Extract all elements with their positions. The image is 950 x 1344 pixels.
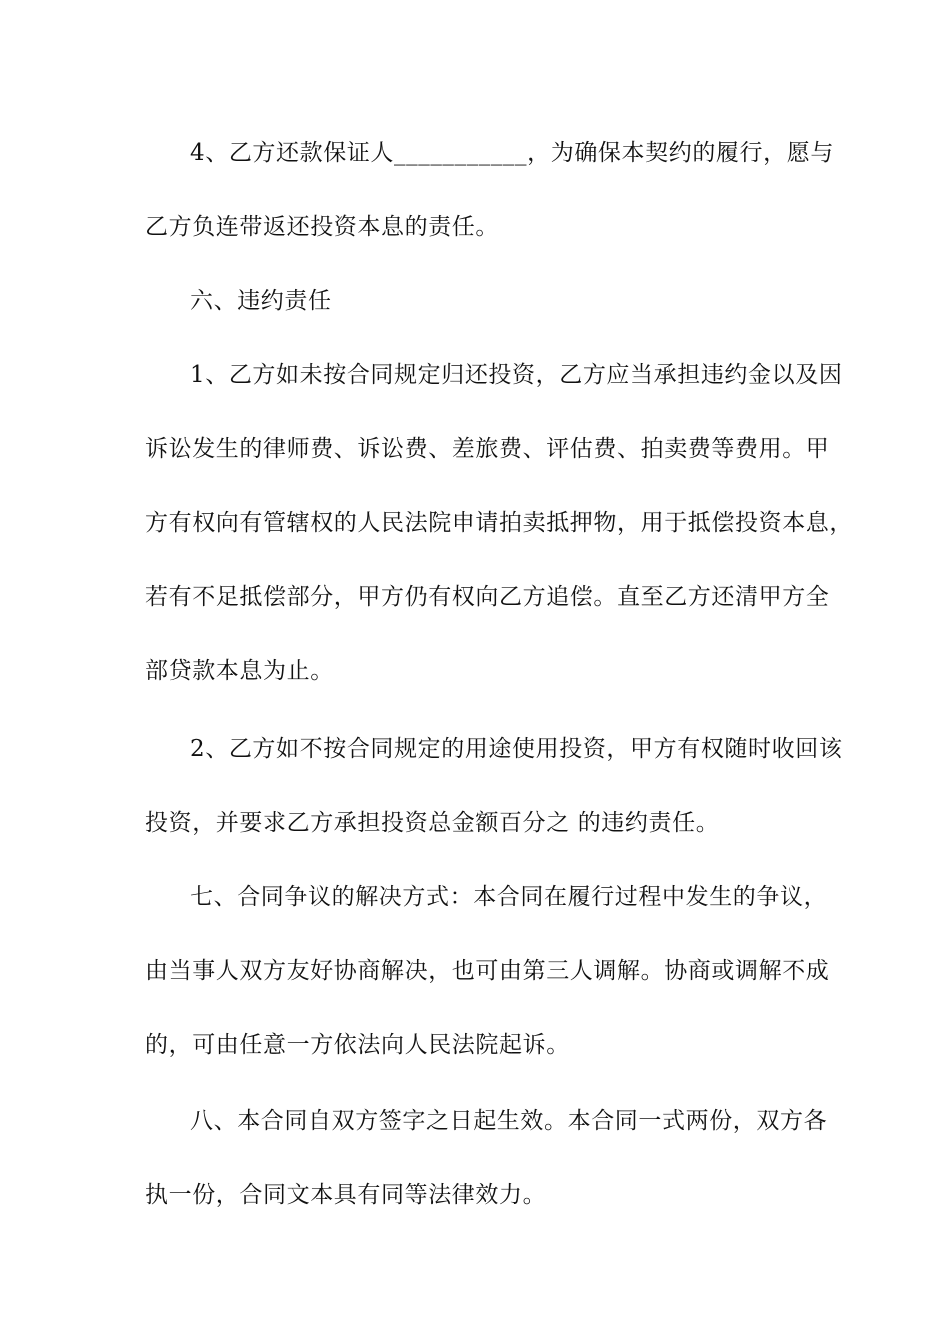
clause-6-1-line-2: 诉讼发生的律师费、诉讼费、差旅费、评估费、拍卖费等费用。甲 <box>145 436 830 462</box>
clause-6-1-line-1: 1、乙方如未按合同规定归还投资，乙方应当承担违约金以及因 <box>190 362 843 388</box>
clause-4-line-1: 4、乙方还款保证人___________，为确保本契约的履行，愿与 <box>190 140 834 166</box>
clause-6-1-line-3: 方有权向有管辖权的人民法院申请拍卖抵押物，用于抵偿投资本息， <box>145 510 853 536</box>
clause-6-2-line-1: 2、乙方如不按合同规定的用途使用投资，甲方有权随时收回该 <box>190 736 843 762</box>
clause-4-line-2: 乙方负连带返还投资本息的责任。 <box>145 214 499 240</box>
section-8-line-2: 执一份，合同文本具有同等法律效力。 <box>145 1182 547 1208</box>
section-7-line-3: 的，可由任意一方依法向人民法院起诉。 <box>145 1032 570 1058</box>
section-8-line-1: 八、本合同自双方签字之日起生效。本合同一式两份，双方各 <box>190 1108 828 1134</box>
clause-6-2-line-2: 投资，并要求乙方承担投资总金额百分之 的违约责任。 <box>145 810 720 836</box>
section-7-line-2: 由当事人双方友好协商解决，也可由第三人调解。协商或调解不成 <box>145 958 830 984</box>
clause-6-1-line-5: 部贷款本息为止。 <box>145 658 334 684</box>
clause-6-1-line-4: 若有不足抵偿部分，甲方仍有权向乙方追偿。直至乙方还清甲方全 <box>145 584 830 610</box>
section-6-heading: 六、违约责任 <box>190 288 332 314</box>
section-7-line-1: 七、合同争议的解决方式：本合同在履行过程中发生的争议， <box>190 884 828 910</box>
